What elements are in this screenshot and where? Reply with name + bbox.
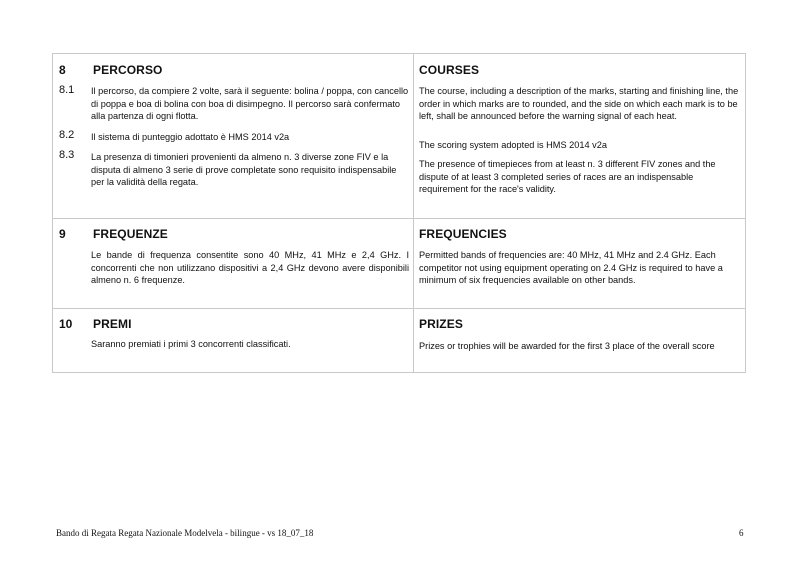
item-number: 8.1 (59, 84, 75, 96)
page-number: 6 (739, 528, 744, 538)
rules-table (52, 53, 746, 373)
item-text-en: The presence of timepieces from at least n. 3 different FIV zones and the dispute of at least 3 completed series of races are an indispensable requirement for the race's validity. (419, 159, 716, 194)
section-number: 9 (59, 227, 66, 241)
section-text-en: Prizes or trophies will be awarded for the first 3 place of the overall score (419, 341, 715, 351)
section-number: 8 (59, 63, 66, 77)
section-title-en: PRIZES (419, 317, 463, 331)
section-number: 10 (59, 317, 73, 331)
section-row-10 (53, 309, 745, 372)
column-divider (413, 309, 414, 372)
column-divider (413, 219, 414, 308)
section-row-9 (53, 219, 745, 309)
item-number: 8.2 (59, 129, 75, 141)
item-text-en: The scoring system adopted is HMS 2014 v2a (419, 140, 607, 150)
item-text-it: La presenza di timonieri provenienti da almeno n. 3 diverse zone FIV e la disputa di almeno 3 serie di prove completate sono requisito indispensabile per la validità della regata. (91, 152, 397, 187)
section-text-it: Saranno premiati i primi 3 concorrenti classificati. (91, 339, 291, 349)
item-text-en: The course, including a description of the marks, starting and finishing line, the order in which marks are to rounded, and the side on which each mark is to be left, shall be announced before the warning signal of each heat. (419, 86, 739, 121)
item-text-it: Il sistema di punteggio adottato è HMS 2014 v2a (91, 132, 290, 142)
section-title-it: PERCORSO (93, 63, 163, 77)
section-title-it: PREMI (93, 317, 132, 331)
section-text-en: Permitted bands of frequencies are: 40 MHz, 41 MHz and 2.4 GHz. Each competitor not using equipment operating on 2.4 GHz is required to have a minimum of six frequencies available on other bands. (419, 250, 723, 285)
section-title-it: FREQUENZE (93, 227, 168, 241)
section-title-en: FREQUENCIES (419, 227, 507, 241)
item-text-it: Il percorso, da compiere 2 volte, sarà il seguente: bolina / poppa, con cancello di poppa e boa di bolina con boa di disimpegno. Il percorso sarà confermato alla partenza di ogni flotta. (91, 86, 409, 121)
section-title-en: COURSES (419, 63, 480, 77)
section-row-8 (53, 54, 745, 219)
section-text-it: Le bande di frequenza consentite sono 40 MHz, 41 MHz e 2,4 GHz. I concorrenti che non utilizzano dispositivi a 2,4 GHz devono avere disponibili almeno n. 6 frequenze. (91, 250, 409, 285)
item-number: 8.3 (59, 149, 75, 161)
footer-title: Bando di Regata Regata Nazionale Modelvela - bilingue - vs 18_07_18 (56, 528, 314, 538)
column-divider (413, 54, 414, 218)
